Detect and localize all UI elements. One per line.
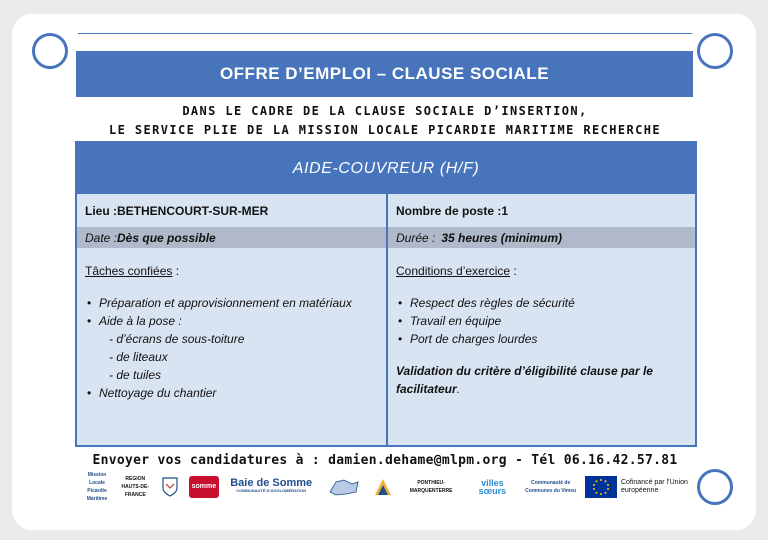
mission-locale-text: Mission Locale Picardie Maritime xyxy=(86,472,108,502)
mission-locale-logo xyxy=(80,474,114,500)
vimeu-logo xyxy=(523,474,579,500)
job-offer-table xyxy=(75,141,697,447)
conditions-suffix: : xyxy=(510,264,517,278)
date-label: Date : xyxy=(85,230,118,245)
somme-logo xyxy=(189,476,219,498)
intro-line-2: LE SERVICE PLIE DE LA MISSION LOCALE PICARDIE MARITIME RECHERCHE xyxy=(109,123,661,137)
column-divider xyxy=(386,194,388,445)
baie-de-somme-logo xyxy=(225,474,317,500)
vimeu-text: Communauté de Communes du Vimeu xyxy=(525,480,577,494)
duree-cell xyxy=(388,227,695,248)
list-item: • Aide à la pose : xyxy=(85,312,352,330)
eu-logo xyxy=(585,474,695,500)
crest-icon xyxy=(160,476,180,498)
top-divider xyxy=(78,33,692,34)
ponthieu-map-logo xyxy=(323,474,365,500)
somme-text: somme xyxy=(191,483,217,490)
postes-cell xyxy=(388,194,695,227)
conditions-heading xyxy=(396,264,517,278)
conditions-list xyxy=(396,294,575,348)
validation-end: . xyxy=(456,382,461,396)
list-item: • Travail en équipe xyxy=(396,312,575,330)
postes-value: 1 xyxy=(501,203,509,218)
corner-circle-top-left xyxy=(32,33,68,69)
partner-logos xyxy=(80,472,695,502)
ponthieu-logo xyxy=(400,474,462,500)
validation-text: Validation du critère d’éligibilité clause par le facilitateur xyxy=(396,364,653,396)
page-title: OFFRE D’EMPLOI – CLAUSE SOCIALE xyxy=(76,51,693,97)
lieu-label: Lieu : xyxy=(85,203,117,218)
date-cell xyxy=(77,227,386,248)
taches-suffix: : xyxy=(172,264,180,278)
list-item: • Respect des règles de sécurité xyxy=(396,294,575,312)
duree-value: 35 heures (minimum) xyxy=(441,230,563,245)
postes-label: Nombre de poste : xyxy=(396,203,502,218)
region-logo xyxy=(120,474,150,500)
contact-line: Envoyer vos candidatures à : damien.dehame@mlpm.org - Tél 06.16.42.57.81 xyxy=(92,453,678,468)
eu-flag-icon xyxy=(585,476,617,498)
list-item: - de tuiles xyxy=(109,368,162,382)
date-value: Dès que possible xyxy=(117,230,216,245)
triangle-logo xyxy=(372,474,394,500)
lieu-cell xyxy=(77,194,386,227)
baie-sub-text: COMMUNAUTÉ D'AGGLOMÉRATION xyxy=(236,488,307,493)
validation-note xyxy=(396,362,686,398)
duree-label: Durée : xyxy=(396,230,436,245)
taches-title: Tâches confiées xyxy=(85,264,173,278)
region-text: REGION HAUTS-DE-FRANCE xyxy=(121,476,150,498)
eu-text: Cofinancé par l’Union européenne xyxy=(620,479,688,494)
conditions-title: Conditions d’exercice xyxy=(396,264,511,278)
list-item: • Nettoyage du chantier xyxy=(85,384,352,402)
list-item: - d’écrans de sous-toiture xyxy=(109,332,245,346)
list-item: - de liteaux xyxy=(109,350,168,364)
lieu-value: BETHENCOURT-SUR-MER xyxy=(117,203,269,218)
villes-soeurs-text: villes sœurs xyxy=(478,478,507,496)
baie-text: Baie de Somme xyxy=(230,477,313,489)
crest-logo xyxy=(157,474,183,500)
taches-cell xyxy=(77,248,386,445)
corner-circle-bottom-right xyxy=(697,469,733,505)
list-item: • Port de charges lourdes xyxy=(396,330,575,348)
triangle-icon xyxy=(373,477,393,497)
corner-circle-top-right xyxy=(697,33,733,69)
taches-heading xyxy=(85,264,179,278)
intro-line-1: DANS LE CADRE DE LA CLAUSE SOCIALE D’INSERTION, xyxy=(182,104,588,118)
ponthieu-text: PONTHIEU-MARQUENTERRE xyxy=(409,480,453,494)
map-icon xyxy=(326,476,362,498)
list-item: • Préparation et approvisionnement en matériaux xyxy=(85,294,352,312)
job-title: AIDE-COUVREUR (H/F) xyxy=(77,143,695,194)
taches-list xyxy=(85,294,352,402)
villes-soeurs-logo xyxy=(468,474,516,500)
conditions-cell xyxy=(388,248,695,445)
